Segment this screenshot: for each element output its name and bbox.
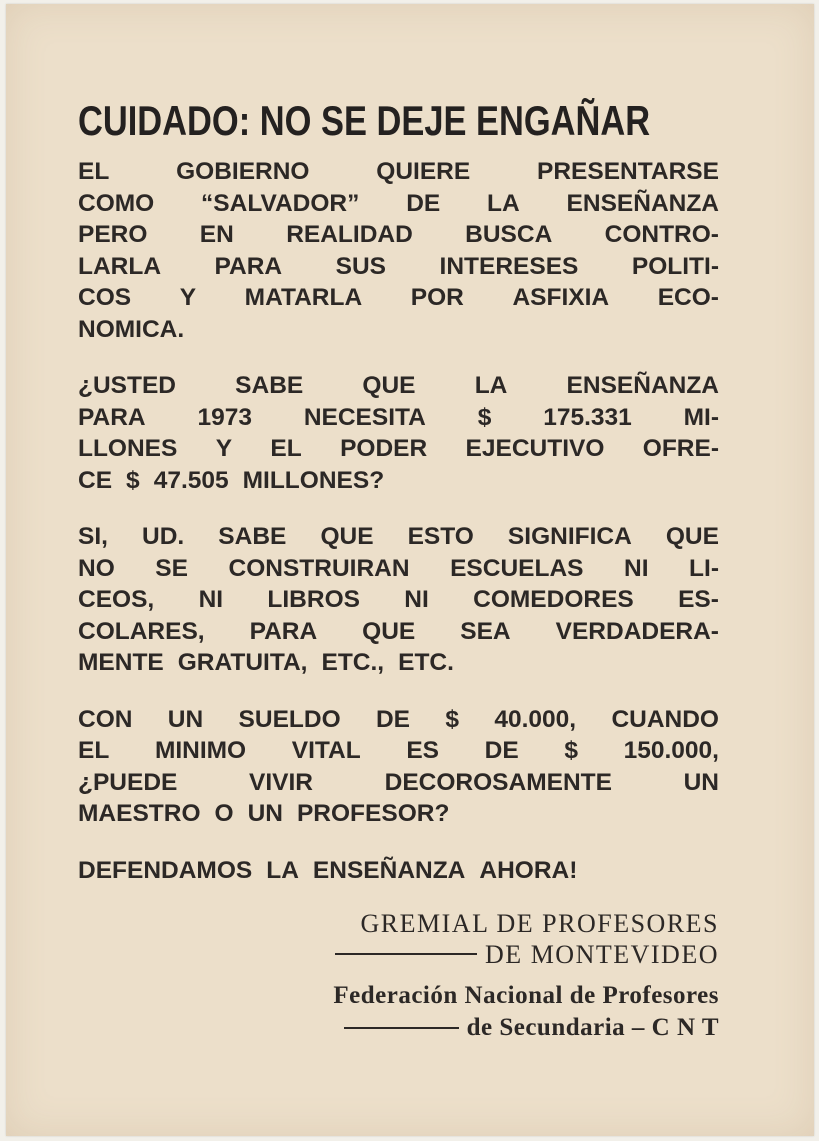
word: ECO- <box>657 284 719 311</box>
body-paragraphs <box>78 156 719 830</box>
word: SEA <box>460 617 511 645</box>
paragraph-line <box>78 314 719 346</box>
word: NECESITA <box>303 403 426 431</box>
word: QUE <box>362 372 416 399</box>
paragraph-line <box>78 735 719 767</box>
word: BUSCA <box>465 221 553 248</box>
word: MAESTRO <box>78 800 201 827</box>
word: “SALVADOR” <box>201 189 360 217</box>
word: $ <box>564 737 578 764</box>
word: EN <box>199 221 234 248</box>
closing-slogan <box>78 855 719 886</box>
word: CON <box>78 705 133 733</box>
word: INTERESES <box>439 252 579 280</box>
paragraph-line <box>78 282 719 314</box>
paragraph-line <box>78 251 719 283</box>
word: COS <box>78 284 132 311</box>
paragraph-line <box>78 219 719 251</box>
word: CONTRO- <box>604 221 719 248</box>
word: PARA <box>249 617 318 645</box>
paragraph-line <box>78 433 719 465</box>
word: ETC., <box>321 649 385 676</box>
word: GOBIERNO <box>176 158 310 185</box>
word: CE <box>78 466 113 494</box>
word: ES- <box>678 586 719 613</box>
word: ASFIXIA <box>512 284 610 311</box>
paragraph-line <box>78 798 719 830</box>
word: NI <box>198 586 224 613</box>
word: ESTO <box>407 523 474 550</box>
word: GRATUITA, <box>177 649 308 676</box>
signature-federacion <box>78 980 719 1044</box>
word: SI, <box>78 523 108 550</box>
word: PARA <box>214 252 283 280</box>
paragraph <box>78 370 719 496</box>
signature-rule <box>335 953 477 955</box>
word: COMO <box>78 189 155 217</box>
word: POR <box>410 284 464 311</box>
paragraph-line <box>78 188 719 220</box>
word: ES <box>406 737 440 764</box>
word: ETC. <box>398 649 454 676</box>
word: O <box>214 800 234 827</box>
paragraph-line <box>78 584 719 616</box>
signature-gremial <box>78 908 719 970</box>
word: LA <box>474 372 508 399</box>
signature-federacion-line2: de Secundaria – C N T <box>466 1013 719 1041</box>
signature-federacion-line1: Federación Nacional de Profesores <box>333 981 719 1009</box>
word: LI- <box>689 554 719 582</box>
word: DECOROSAMENTE <box>384 768 612 796</box>
word: MILLONES? <box>242 466 385 494</box>
word: ESCUELAS <box>450 554 584 582</box>
word: MENTE <box>78 649 164 676</box>
word: QUE <box>665 523 719 550</box>
word: SUELDO <box>238 705 341 733</box>
word: QUIERE <box>376 158 471 185</box>
signature-gremial-line1: GREMIAL DE PROFESORES <box>360 908 719 938</box>
word: ENSEÑANZA <box>566 189 719 217</box>
word: SUS <box>335 252 387 280</box>
word: MI- <box>683 403 719 431</box>
paragraph-line <box>78 521 719 553</box>
word: MINIMO <box>154 737 247 764</box>
word: $ <box>477 403 492 431</box>
paragraph <box>78 521 719 679</box>
signature-gremial-line2: DE MONTEVIDEO <box>485 939 719 969</box>
word: Y <box>179 284 197 311</box>
word: CUANDO <box>611 705 719 733</box>
word: UN <box>247 800 283 827</box>
word: DE <box>375 705 411 733</box>
paragraph-line <box>78 553 719 585</box>
word: MATARLA <box>244 284 363 311</box>
word: LARLA <box>78 252 162 280</box>
word: 40.000, <box>494 705 577 733</box>
paragraph <box>78 156 719 345</box>
word: EL <box>270 435 302 462</box>
word: QUE <box>362 617 416 645</box>
word: PROFESOR? <box>296 800 450 827</box>
signature-rule <box>344 1027 459 1029</box>
paragraph-line <box>78 156 719 188</box>
word: PRESENTARSE <box>537 158 719 185</box>
word: POLITI- <box>631 252 719 280</box>
word: UD. <box>142 523 185 550</box>
word: CONSTRUIRAN <box>228 554 410 582</box>
word: LLONES <box>78 435 178 462</box>
word: VIVIR <box>249 768 314 796</box>
word: COLARES, <box>78 617 205 645</box>
word: SIGNIFICA <box>507 523 632 550</box>
word: DE <box>406 189 441 217</box>
word: QUE <box>320 523 374 550</box>
word: $ <box>445 705 459 733</box>
word: PARA <box>78 403 146 431</box>
word: SABE <box>218 523 287 550</box>
word: 1973 <box>197 403 252 431</box>
word: $ <box>126 466 140 494</box>
flyer-sheet <box>6 4 814 1136</box>
word: SABE <box>235 372 304 399</box>
closing-word: AHORA! <box>479 856 578 884</box>
paragraph-line <box>78 402 719 434</box>
closing-word: DEFENDAMOS <box>78 856 253 884</box>
word: ¿PUEDE <box>78 768 178 796</box>
paragraph-line <box>78 704 719 736</box>
word: ¿USTED <box>78 372 176 399</box>
closing-word: ENSEÑANZA <box>312 856 466 884</box>
word: COMEDORES <box>473 586 634 613</box>
paragraph-line <box>78 465 719 497</box>
flyer-content <box>78 94 719 1044</box>
word: REALIDAD <box>286 221 413 248</box>
word: DE <box>484 737 519 764</box>
word: UN <box>683 768 719 796</box>
paragraph-line <box>78 370 719 402</box>
word: UN <box>167 705 204 733</box>
word: PERO <box>78 221 148 248</box>
word: OFRE- <box>642 435 719 462</box>
word: CEOS, <box>78 586 155 613</box>
paragraph-line <box>78 767 719 799</box>
closing-word: LA <box>266 856 299 884</box>
word: NI <box>624 554 649 582</box>
word: LIBROS <box>267 586 360 613</box>
paragraph-line <box>78 647 719 679</box>
word: VITAL <box>291 737 361 764</box>
word: LA <box>487 189 520 217</box>
word: EL <box>78 737 110 764</box>
headline: CUIDADO: NO SE DEJE ENGAÑAR <box>78 97 651 144</box>
word: NI <box>404 586 429 613</box>
word: EL <box>78 158 110 185</box>
word: 175.331 <box>543 403 632 431</box>
word: Y <box>215 435 233 462</box>
paragraph-line <box>78 616 719 648</box>
word: 47.505 <box>153 466 229 494</box>
word: 150.000, <box>623 737 719 764</box>
word: SE <box>155 554 188 582</box>
word: EJECUTIVO <box>465 435 605 462</box>
paragraph <box>78 704 719 830</box>
word: NOMICA. <box>78 315 185 343</box>
word: ENSEÑANZA <box>566 372 719 399</box>
word: NO <box>78 554 115 582</box>
word: PODER <box>340 435 428 462</box>
word: VERDADERA- <box>555 617 719 645</box>
